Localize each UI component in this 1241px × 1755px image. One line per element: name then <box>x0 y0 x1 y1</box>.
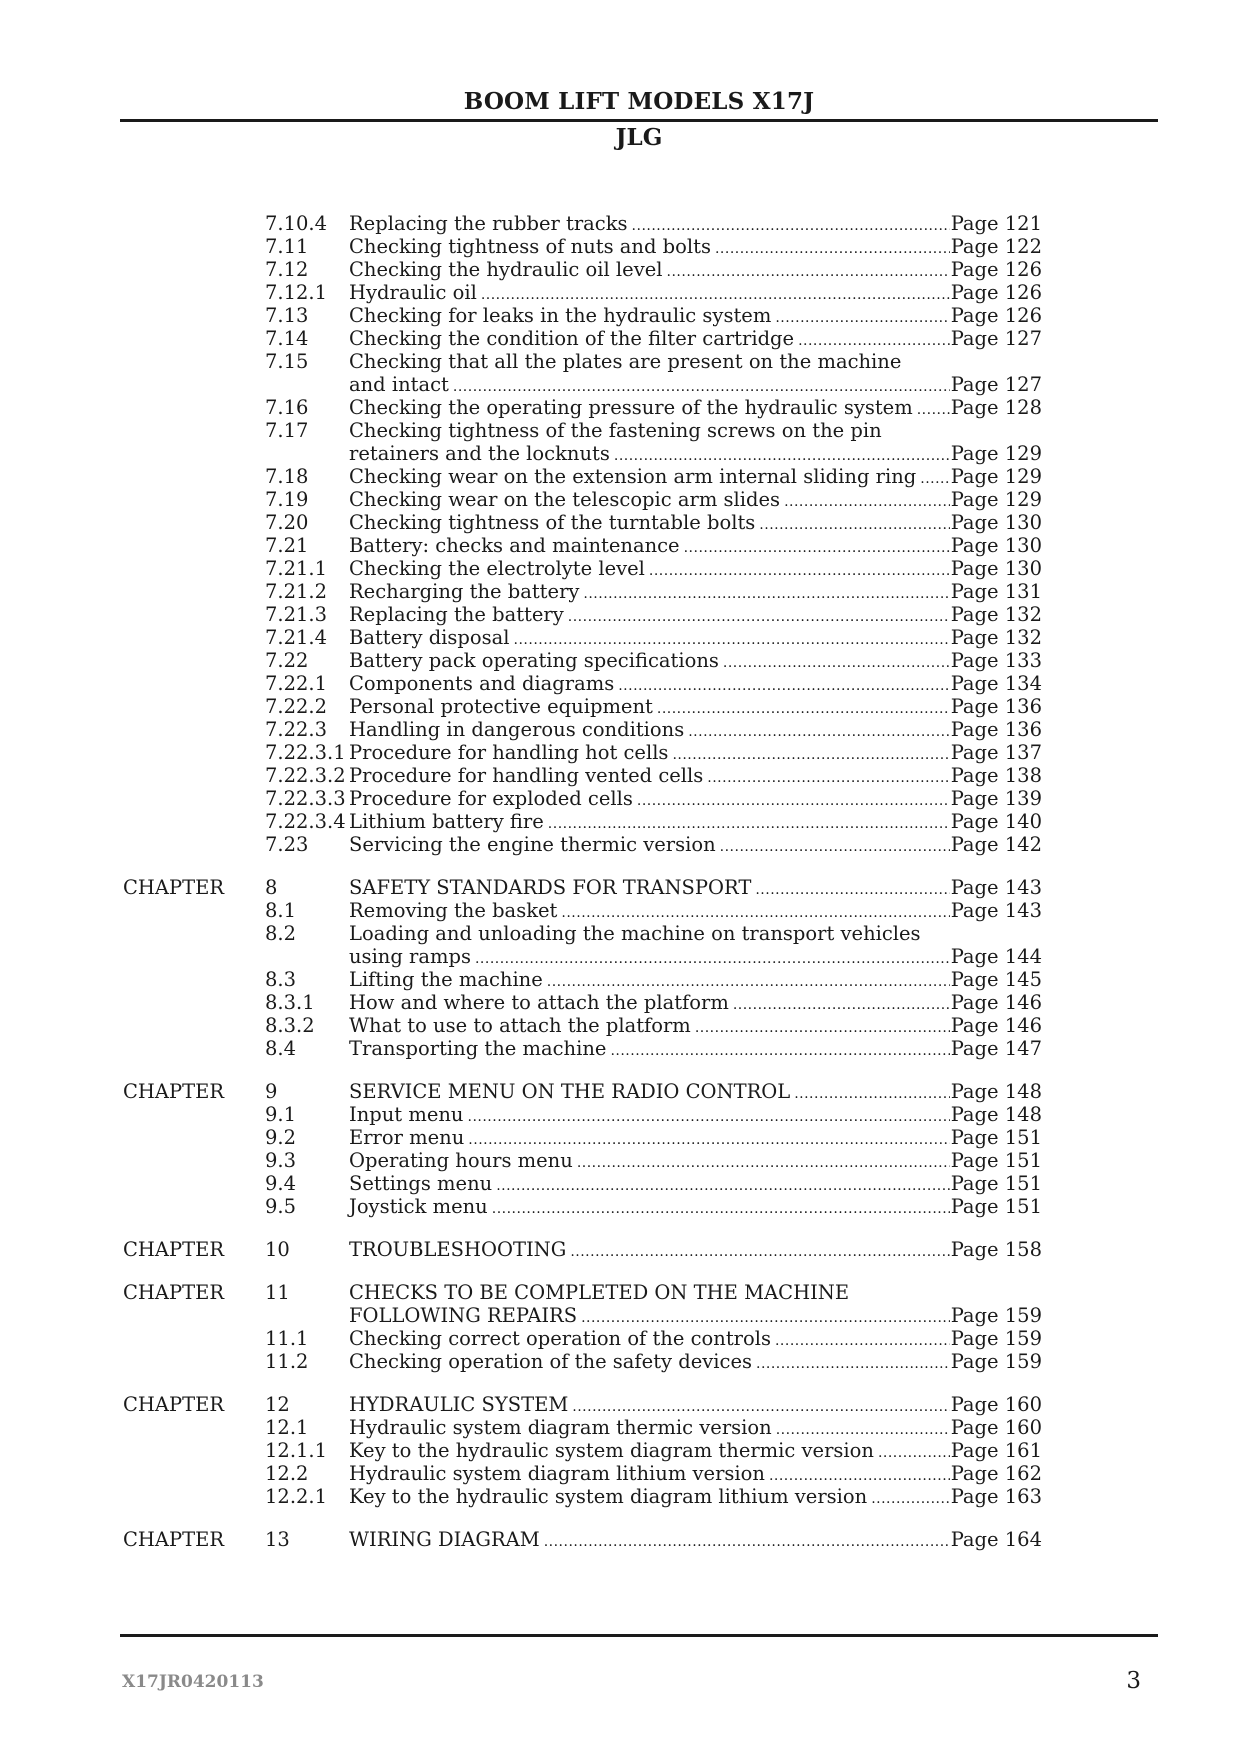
page-reference: Page 128 <box>950 396 1042 419</box>
toc-line <box>349 1350 1042 1376</box>
section-title: retainers and the locknuts <box>349 442 610 465</box>
section-number: 7.19 <box>265 488 309 511</box>
section-title: Checking tightness of the turntable bolts <box>349 511 756 534</box>
toc-line <box>349 350 1042 373</box>
chapter-label: CHAPTER <box>123 1238 225 1261</box>
section-number: 7.21.3 <box>265 603 328 626</box>
toc-line <box>349 1037 1042 1063</box>
section-title: Input menu <box>349 1103 464 1126</box>
toc-line <box>349 1195 1042 1221</box>
section-title: Battery: checks and maintenance <box>349 534 680 557</box>
section-title: Hydraulic oil <box>349 281 477 304</box>
page-reference: Page 132 <box>950 603 1042 626</box>
page-reference: Page 148 <box>950 1080 1042 1103</box>
page-reference: Page 151 <box>950 1195 1042 1218</box>
section-title: Operating hours menu <box>349 1149 573 1172</box>
page-reference: Page 131 <box>950 580 1042 603</box>
page-reference: Page 143 <box>950 899 1042 922</box>
section-number: 11 <box>265 1281 290 1304</box>
toc-line <box>349 1485 1042 1511</box>
toc-section <box>0 1528 1241 1551</box>
toc-entry <box>0 396 1241 419</box>
section-number: 9.1 <box>265 1103 297 1126</box>
page-reference: Page 159 <box>950 1304 1042 1327</box>
toc-section <box>0 1238 1241 1261</box>
section-number: 7.13 <box>265 304 309 327</box>
section-title: HYDRAULIC SYSTEM <box>349 1393 569 1416</box>
page-reference: Page 130 <box>950 534 1042 557</box>
section-title: Settings menu <box>349 1172 493 1195</box>
section-title: Checking the operating pressure of the hydraulic system <box>349 396 913 419</box>
toc-line <box>349 1238 1042 1264</box>
page-reference: Page 147 <box>950 1037 1042 1060</box>
section-number: 7.22.2 <box>265 695 328 718</box>
toc-entry <box>0 787 1241 810</box>
toc-section <box>0 1281 1241 1373</box>
page-reference: Page 130 <box>950 511 1042 534</box>
section-title: Recharging the battery <box>349 580 580 603</box>
section-number: 12.1.1 <box>265 1439 328 1462</box>
section-number: 7.22 <box>265 649 309 672</box>
section-title: Checking the condition of the filter cartridge <box>349 327 795 350</box>
section-number: 7.22.3.4 <box>265 810 346 833</box>
page-reference: Page 140 <box>950 810 1042 833</box>
toc-section <box>0 1393 1241 1508</box>
section-number: 7.20 <box>265 511 309 534</box>
chapter-label: CHAPTER <box>123 1528 225 1551</box>
section-number: 10 <box>265 1238 290 1261</box>
toc-entry <box>0 833 1241 856</box>
page-reference: Page 126 <box>950 304 1042 327</box>
toc-entry <box>0 968 1241 991</box>
toc-entry <box>0 922 1241 945</box>
section-number: 7.22.3.3 <box>265 787 346 810</box>
toc-chapter-row <box>0 1281 1241 1304</box>
section-title: Procedure for exploded cells <box>349 787 633 810</box>
toc-entry <box>0 1037 1241 1060</box>
section-title: FOLLOWING REPAIRS <box>349 1304 578 1327</box>
toc-entry <box>0 1014 1241 1037</box>
section-number: 7.21.4 <box>265 626 328 649</box>
toc-entry <box>0 1304 1241 1327</box>
section-number: 7.21.2 <box>265 580 328 603</box>
page-reference: Page 126 <box>950 281 1042 304</box>
page-reference: Page 145 <box>950 968 1042 991</box>
page-reference: Page 151 <box>950 1126 1042 1149</box>
toc-entry <box>0 741 1241 764</box>
toc-entry <box>0 580 1241 603</box>
chapter-label: CHAPTER <box>123 1080 225 1103</box>
page-reference: Page 133 <box>950 649 1042 672</box>
section-title: Personal protective equipment <box>349 695 653 718</box>
section-number: 7.14 <box>265 327 309 350</box>
page-reference: Page 161 <box>950 1439 1042 1462</box>
section-number: 13 <box>265 1528 290 1551</box>
section-title: Procedure for handling hot cells <box>349 741 669 764</box>
section-title: Hydraulic system diagram thermic version <box>349 1416 772 1439</box>
dot-leader <box>492 1198 950 1221</box>
dot-leader <box>871 1488 949 1511</box>
toc-entry <box>0 1327 1241 1350</box>
toc-entry <box>0 1126 1241 1149</box>
section-title: Lithium battery fire <box>349 810 544 833</box>
section-number: 7.22.3.1 <box>265 741 346 764</box>
section-number: 8.3 <box>265 968 297 991</box>
toc-entry <box>0 899 1241 922</box>
section-title: Checking the hydraulic oil level <box>349 258 663 281</box>
section-number: 7.17 <box>265 419 309 442</box>
toc-entry <box>0 534 1241 557</box>
section-number: 12 <box>265 1393 290 1416</box>
section-title: What to use to attach the platform <box>349 1014 691 1037</box>
toc-entry <box>0 281 1241 304</box>
section-number: 8.3.2 <box>265 1014 315 1037</box>
section-title: Checking tightness of nuts and bolts <box>349 235 711 258</box>
section-title: Checking that all the plates are present on the machine <box>349 350 902 373</box>
page-reference: Page 159 <box>950 1327 1042 1350</box>
page-reference: Page 132 <box>950 626 1042 649</box>
toc-entry <box>0 718 1241 741</box>
section-title: Error menu <box>349 1126 465 1149</box>
section-number: 7.10.4 <box>265 212 328 235</box>
page-reference: Page 137 <box>950 741 1042 764</box>
section-number: 9 <box>265 1080 278 1103</box>
section-number: 8.4 <box>265 1037 297 1060</box>
section-title: Joystick menu <box>349 1195 488 1218</box>
page-reference: Page 138 <box>950 764 1042 787</box>
page-reference: Page 160 <box>950 1393 1042 1416</box>
table-of-contents <box>0 212 1241 1571</box>
document-title: BOOM LIFT MODELS X17J <box>463 88 815 115</box>
chapter-label: CHAPTER <box>123 876 225 899</box>
section-number: 7.16 <box>265 396 309 419</box>
toc-section <box>0 212 1241 856</box>
page-reference: Page 142 <box>950 833 1042 856</box>
toc-entry <box>0 511 1241 534</box>
section-number: 7.11 <box>265 235 309 258</box>
toc-entry <box>0 1103 1241 1126</box>
page-reference: Page 144 <box>950 945 1042 968</box>
section-number: 8.3.1 <box>265 991 315 1014</box>
toc-chapter-row <box>0 1080 1241 1103</box>
dot-leader <box>610 1040 949 1063</box>
section-number: 7.12.1 <box>265 281 328 304</box>
page-reference: Page 146 <box>950 1014 1042 1037</box>
page-reference: Page 163 <box>950 1485 1042 1508</box>
toc-entry <box>0 672 1241 695</box>
page-reference: Page 121 <box>950 212 1042 235</box>
page-reference: Page 151 <box>950 1149 1042 1172</box>
footer-divider <box>120 1634 1158 1637</box>
page-reference: Page 143 <box>950 876 1042 899</box>
page-reference: Page 162 <box>950 1462 1042 1485</box>
toc-entry <box>0 649 1241 672</box>
section-title: Battery disposal <box>349 626 510 649</box>
section-number: 8 <box>265 876 278 899</box>
toc-chapter-row <box>0 876 1241 899</box>
toc-line <box>349 833 1042 859</box>
section-title: Checking operation of the safety devices <box>349 1350 752 1373</box>
toc-entry <box>0 465 1241 488</box>
page-reference: Page 148 <box>950 1103 1042 1126</box>
section-title: Replacing the battery <box>349 603 564 626</box>
toc-line <box>349 1281 1042 1304</box>
section-title: Hydraulic system diagram lithium version <box>349 1462 765 1485</box>
toc-entry <box>0 373 1241 396</box>
section-number: 8.2 <box>265 922 297 945</box>
section-title: Servicing the engine thermic version <box>349 833 716 856</box>
section-number: 9.3 <box>265 1149 297 1172</box>
dot-leader <box>570 1241 949 1264</box>
toc-chapter-row <box>0 1528 1241 1551</box>
page-reference: Page 158 <box>950 1238 1042 1261</box>
page-number: 3 <box>1126 1668 1141 1694</box>
section-number: 12.1 <box>265 1416 309 1439</box>
toc-entry <box>0 1195 1241 1218</box>
section-title: Battery pack operating specifications <box>349 649 719 672</box>
toc-line <box>349 922 1042 945</box>
section-title: and intact <box>349 373 449 396</box>
page-reference: Page 136 <box>950 718 1042 741</box>
page-reference: Page 126 <box>950 258 1042 281</box>
section-number: 7.21 <box>265 534 309 557</box>
toc-chapter-row <box>0 1393 1241 1416</box>
toc-entry <box>0 350 1241 373</box>
toc-entry <box>0 327 1241 350</box>
toc-entry <box>0 764 1241 787</box>
toc-entry <box>0 212 1241 235</box>
page-reference: Page 139 <box>950 787 1042 810</box>
chapter-label: CHAPTER <box>123 1393 225 1416</box>
section-number: 9.2 <box>265 1126 297 1149</box>
toc-line <box>349 419 1042 442</box>
page-reference: Page 129 <box>950 488 1042 511</box>
section-title: SAFETY STANDARDS FOR TRANSPORT <box>349 876 752 899</box>
page-reference: Page 127 <box>950 327 1042 350</box>
section-number: 12.2 <box>265 1462 309 1485</box>
toc-entry <box>0 991 1241 1014</box>
page-reference: Page 160 <box>950 1416 1042 1439</box>
section-title: Checking correct operation of the controls <box>349 1327 771 1350</box>
section-title: Checking tightness of the fastening screws on the pin <box>349 419 882 442</box>
toc-entry <box>0 945 1241 968</box>
section-title: Removing the basket <box>349 899 558 922</box>
section-number: 12.2.1 <box>265 1485 328 1508</box>
document-header <box>120 88 1158 116</box>
page-reference: Page 146 <box>950 991 1042 1014</box>
page-reference: Page 122 <box>950 235 1042 258</box>
toc-entry <box>0 603 1241 626</box>
toc-entry <box>0 1350 1241 1373</box>
section-title: Procedure for handling vented cells <box>349 764 704 787</box>
toc-entry <box>0 1149 1241 1172</box>
section-title: Transporting the machine <box>349 1037 607 1060</box>
section-title: WIRING DIAGRAM <box>349 1528 540 1551</box>
section-title: Checking wear on the telescopic arm slides <box>349 488 781 511</box>
section-number: 7.21.1 <box>265 557 328 580</box>
toc-entry <box>0 1462 1241 1485</box>
toc-section <box>0 1080 1241 1218</box>
section-number: 7.22.1 <box>265 672 328 695</box>
section-title: Checking the electrolyte level <box>349 557 645 580</box>
toc-entry <box>0 626 1241 649</box>
toc-entry <box>0 695 1241 718</box>
section-title: Key to the hydraulic system diagram thermic version <box>349 1439 874 1462</box>
toc-line <box>349 1528 1042 1554</box>
section-title: CHECKS TO BE COMPLETED ON THE MACHINE <box>349 1281 850 1304</box>
toc-entry <box>0 304 1241 327</box>
section-number: 7.22.3 <box>265 718 328 741</box>
toc-entry <box>0 1485 1241 1508</box>
dot-leader <box>544 1531 950 1554</box>
page-reference: Page 130 <box>950 557 1042 580</box>
chapter-label: CHAPTER <box>123 1281 225 1304</box>
section-number: 7.22.3.2 <box>265 764 346 787</box>
page-reference: Page 129 <box>950 465 1042 488</box>
section-title: Components and diagrams <box>349 672 615 695</box>
section-number: 7.15 <box>265 350 309 373</box>
section-title: How and where to attach the platform <box>349 991 729 1014</box>
section-number: 9.5 <box>265 1195 297 1218</box>
toc-entry <box>0 1172 1241 1195</box>
page-reference: Page 127 <box>950 373 1042 396</box>
section-title: Lifting the machine <box>349 968 543 991</box>
page-reference: Page 151 <box>950 1172 1042 1195</box>
page-reference: Page 164 <box>950 1528 1042 1551</box>
page-reference: Page 129 <box>950 442 1042 465</box>
section-title: Key to the hydraulic system diagram lithium version <box>349 1485 868 1508</box>
toc-entry <box>0 810 1241 833</box>
header-divider <box>120 119 1158 122</box>
dot-leader <box>720 836 950 859</box>
page-reference: Page 134 <box>950 672 1042 695</box>
toc-entry <box>0 419 1241 442</box>
section-title: Checking wear on the extension arm internal sliding ring <box>349 465 917 488</box>
section-title: SERVICE MENU ON THE RADIO CONTROL <box>349 1080 791 1103</box>
section-title: using ramps <box>349 945 471 968</box>
section-number: 11.1 <box>265 1327 309 1350</box>
section-title: Loading and unloading the machine on transport vehicles <box>349 922 921 945</box>
toc-section <box>0 876 1241 1060</box>
toc-entry <box>0 258 1241 281</box>
dot-leader <box>756 1353 950 1376</box>
toc-entry <box>0 235 1241 258</box>
section-number: 7.12 <box>265 258 309 281</box>
section-number: 8.1 <box>265 899 297 922</box>
section-number: 11.2 <box>265 1350 309 1373</box>
section-number: 9.4 <box>265 1172 297 1195</box>
document-code: X17JR0420113 <box>122 1672 264 1692</box>
section-title: Checking for leaks in the hydraulic system <box>349 304 772 327</box>
toc-chapter-row <box>0 1238 1241 1261</box>
toc-entry <box>0 1439 1241 1462</box>
toc-entry <box>0 488 1241 511</box>
page-reference: Page 159 <box>950 1350 1042 1373</box>
brand-name: JLG <box>615 124 663 151</box>
section-number: 7.18 <box>265 465 309 488</box>
toc-entry <box>0 1416 1241 1439</box>
section-title: Handling in dangerous conditions <box>349 718 685 741</box>
section-title: Replacing the rubber tracks <box>349 212 628 235</box>
section-title: TROUBLESHOOTING <box>349 1238 567 1261</box>
toc-entry <box>0 442 1241 465</box>
toc-entry <box>0 557 1241 580</box>
section-number: 7.23 <box>265 833 309 856</box>
page-reference: Page 136 <box>950 695 1042 718</box>
